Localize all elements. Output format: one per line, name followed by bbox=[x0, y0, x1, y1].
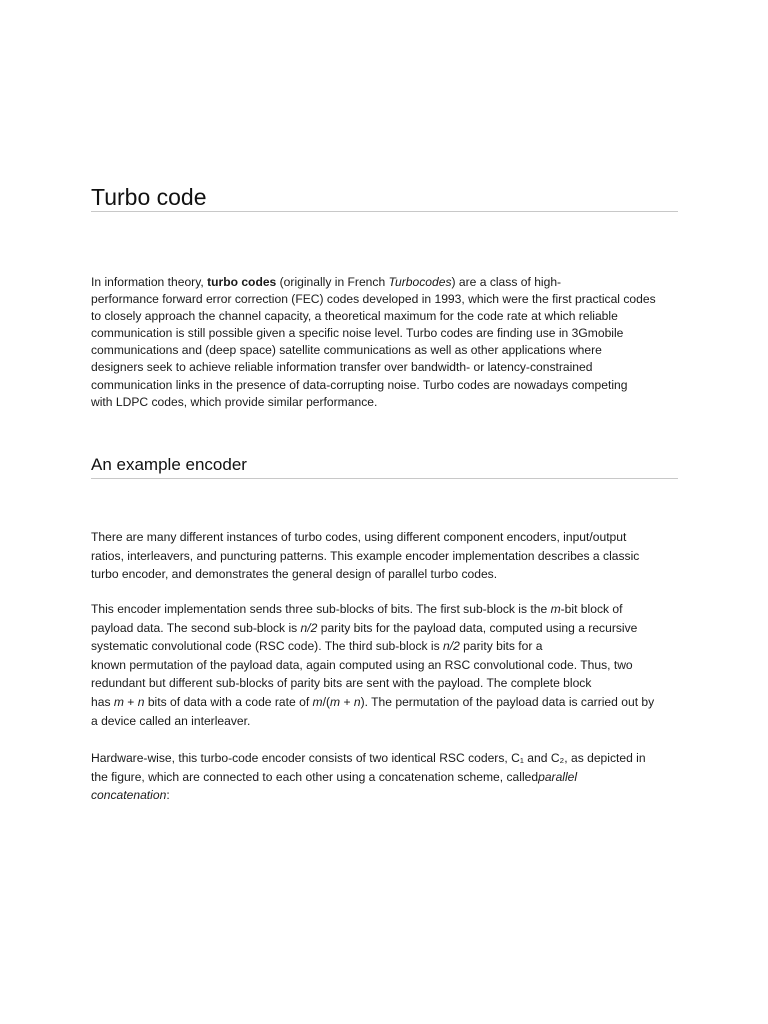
italic-term: n bbox=[353, 694, 361, 709]
italic-term: m bbox=[312, 694, 323, 709]
italic-term: m bbox=[113, 694, 124, 709]
text-line: redundant but different sub-blocks of parity bits are sent with the payload. The complete block bbox=[91, 676, 592, 691]
text-line: a device called an interleaver. bbox=[91, 713, 251, 728]
italic-term: m bbox=[330, 694, 341, 709]
text-line: has m + n bits of data with a code rate of m/(m + n). The permutation of the payload data is carried out by bbox=[91, 694, 655, 709]
text-line: payload data. The second sub-block is n/2 parity bits for the payload data, computed using a recursive bbox=[91, 620, 638, 635]
italic-term: parallel bbox=[538, 769, 578, 784]
section-paragraph bbox=[91, 749, 681, 805]
italic-term: concatenation bbox=[91, 788, 167, 803]
text-line: performance forward error correction (FEC) codes developed in 1993, which were the first practical codes bbox=[91, 292, 656, 307]
italic-term: n bbox=[137, 694, 145, 709]
section-divider bbox=[91, 478, 678, 479]
text-line: There are many different instances of turbo codes, using different component encoders, input/output bbox=[91, 530, 627, 544]
text-line: to closely approach the channel capacity, a theoretical maximum for the code rate at which reliable bbox=[91, 309, 618, 324]
text-line: ratios, interleavers, and puncturing patterns. This example encoder implementation describes a classic bbox=[91, 548, 640, 563]
title-divider bbox=[91, 211, 678, 212]
section-paragraph bbox=[91, 600, 681, 730]
italic-term: n/2 bbox=[443, 639, 460, 654]
section-paragraph bbox=[91, 528, 681, 584]
section-heading: An example encoder bbox=[91, 455, 247, 474]
text-line: communication links in the presence of data-corrupting noise. Turbo codes are nowadays competing bbox=[91, 377, 628, 392]
bold-term: turbo codes bbox=[207, 275, 277, 289]
text-line: communications and (deep space) satellite communications as well as other applications where bbox=[91, 343, 602, 358]
italic-term: n/2 bbox=[300, 620, 318, 635]
text-line: In information theory, turbo codes (originally in French Turbocodes) are a class of high- bbox=[91, 275, 562, 289]
italic-term: m bbox=[550, 602, 561, 616]
intro-paragraph bbox=[91, 274, 681, 411]
text-line: known permutation of the payload data, again computed using an RSC convolutional code. Thus, two bbox=[91, 657, 633, 672]
text-line: concatenation: bbox=[91, 788, 170, 803]
text-line: with LDPC codes, which provide similar performance. bbox=[91, 394, 378, 409]
text-line: the figure, which are connected to each other using a concatenation scheme, calledparallel bbox=[91, 769, 578, 784]
text-line: designers seek to achieve reliable information transfer over bandwidth- or latency-constrained bbox=[91, 360, 593, 375]
text-line: This encoder implementation sends three sub-blocks of bits. The first sub-block is the m-bit block of bbox=[91, 602, 623, 616]
text-line: turbo encoder, and demonstrates the general design of parallel turbo codes. bbox=[91, 567, 498, 582]
text-line: Hardware-wise, this turbo-code encoder consists of two identical RSC coders, C₁ and C₂, as depicted in bbox=[91, 751, 646, 765]
article-title: Turbo code bbox=[91, 184, 207, 210]
text-line: systematic convolutional code (RSC code). The third sub-block is n/2 parity bits for a bbox=[91, 639, 543, 654]
text-line: communication is still possible given a specific noise level. Turbo codes are finding use in 3Gmobile bbox=[91, 326, 624, 341]
italic-term: Turbocodes bbox=[388, 275, 452, 289]
